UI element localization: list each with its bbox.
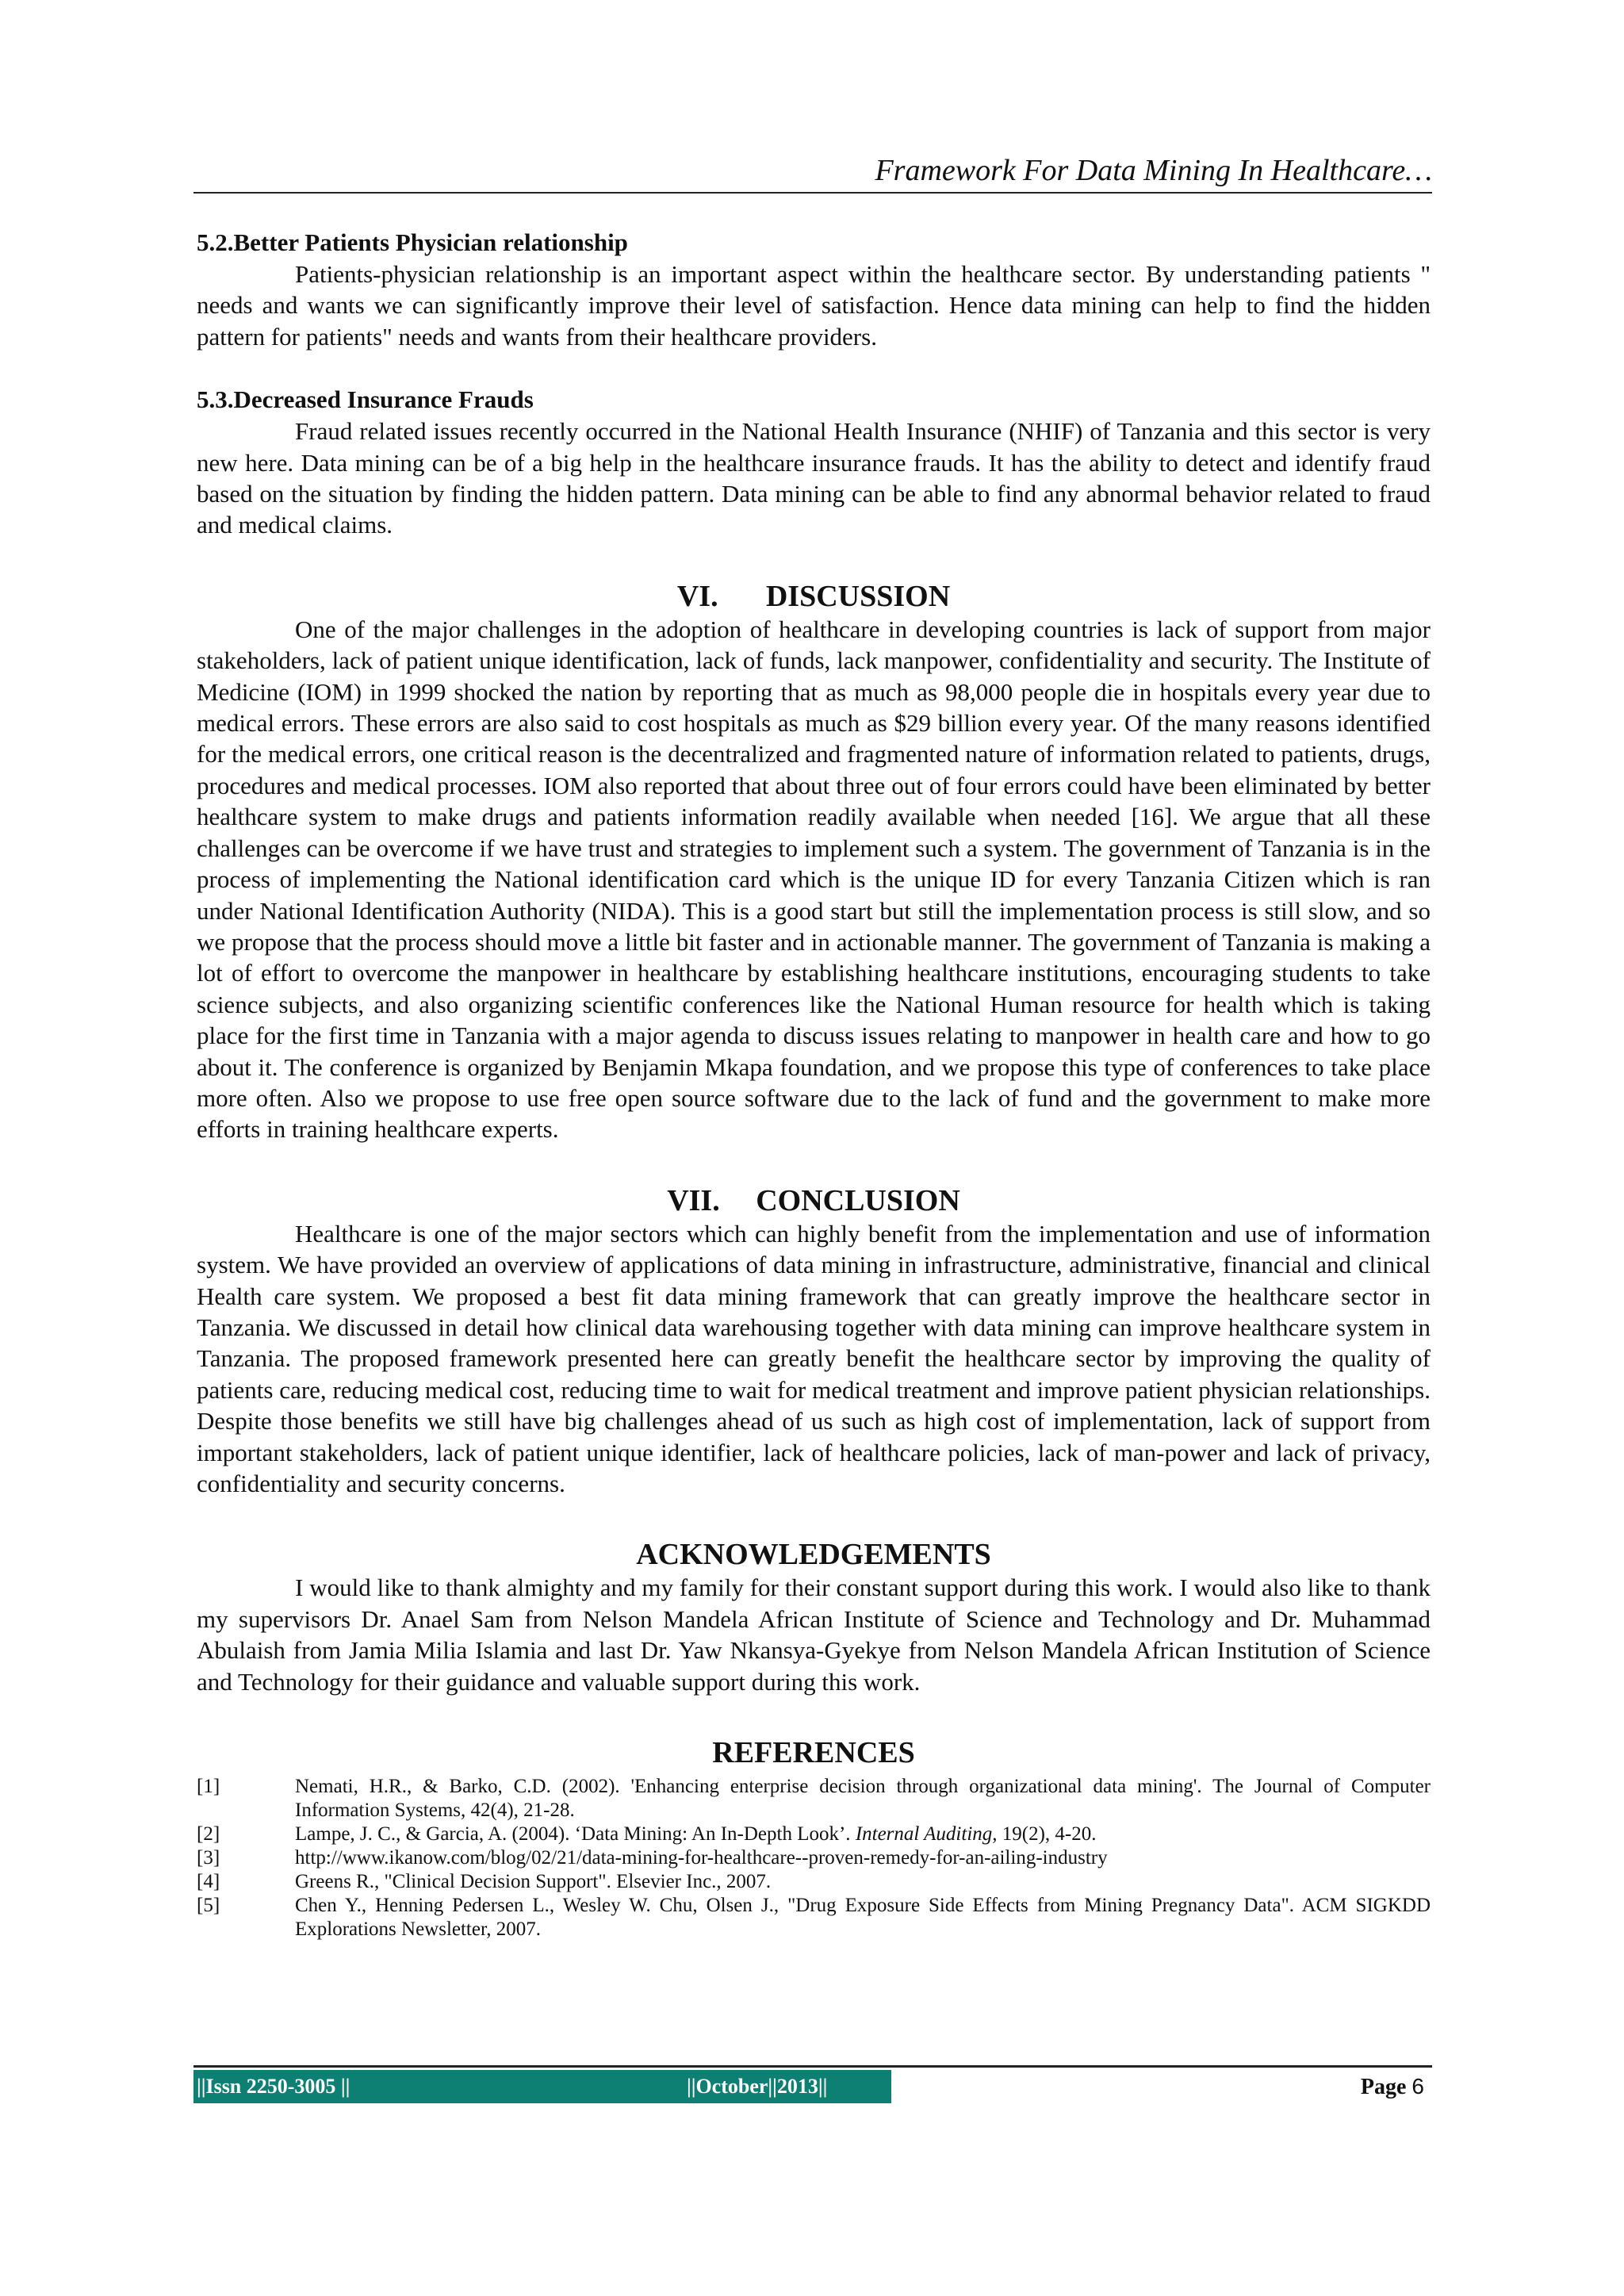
footer-rule bbox=[193, 2065, 1432, 2068]
section-acknowledgements bbox=[197, 1537, 1431, 1697]
reference-journal: Internal Auditing, bbox=[855, 1823, 998, 1846]
references-title: REFERENCES bbox=[712, 1736, 915, 1770]
reference-number: [3] bbox=[197, 1847, 220, 1869]
section-5-2-body: Patients-physician relationship is an important aspect within the healthcare sector. By understanding patients " needs and wants we can significantly improve their level of satisfaction. Hence data mining can help to find the hidden pattern for patients" needs and wants from their healthcare providers. bbox=[197, 260, 1431, 351]
reference-item bbox=[197, 1775, 1431, 1823]
footer-page bbox=[891, 2074, 1432, 2100]
reference-list bbox=[197, 1775, 1431, 1941]
discussion-body: One of the major challenges in the adoption of healthcare in developing countries is lack of support from major stakeholders, lack of patient unique identification, lack of funds, lack manpower, confidentiality and security. The Institute of Medicine (IOM) in 1999 shocked the nation by reporting that as much as 98,000 people die in hospitals every year due to medical errors. These errors are also said to cost hospitals as much as $29 billion every year. Of the many reasons identified for the medical errors, one critical reason is the decentralized and fragmented nature of information related to patients, drugs, procedures and medical processes. IOM also reported that about three out of four errors could have been eliminated by better healthcare system to make drugs and patients information readily available when needed [16]. We argue that all these challenges can be overcome if we have trust and strategies to implement such a system. The government of Tanzania is in the process of implementing the National identification card which is the unique ID for every Tanzania Citizen which is ran under National Identification Authority (NIDA). This is a good start but still the implementation process is still slow, and so we propose that the process should move a little bit faster and in actionable manner. The government of Tanzania is making a lot of effort to overcome the manpower in healthcare by establishing healthcare institutions, encouraging students to take science subjects, and also organizing scientific conferences like the National Human resource for health which is taking place for the first time in Tanzania with a major agenda to discuss issues relating to manpower in health care and how to go about it. The conference is organized by Benjamin Mkapa foundation, and we propose this type of conferences to take place more often. Also we propose to use free open source software due to the lack of fund and the government to make more efforts in training healthcare experts. bbox=[197, 615, 1431, 1144]
discussion-heading bbox=[197, 579, 1431, 614]
reference-pre: Lampe, J. C., & Garcia, A. (2004). ‘Data Mining: An In-Depth Look’. bbox=[295, 1823, 856, 1846]
section-conclusion bbox=[197, 1183, 1431, 1500]
running-title: Framework For Data Mining In Healthcare… bbox=[875, 154, 1432, 187]
reference-text: Greens R., "Clinical Decision Support". Elsevier Inc., 2007. bbox=[295, 1871, 772, 1893]
section-5-3-heading: 5.3.Decreased Insurance Frauds bbox=[197, 385, 534, 414]
footer-date: ||October||2013|| bbox=[687, 2075, 828, 2098]
section-discussion bbox=[197, 579, 1431, 1145]
reference-post: 19(2), 4-20. bbox=[997, 1823, 1097, 1846]
reference-item bbox=[197, 1846, 1431, 1870]
reference-text: Chen Y., Henning Pedersen L., Wesley W. Chu, Olsen J., "Drug Exposure Side Effects from Mining Pregnancy Data". ACM SIGKDD Explorations Newsletter, 2007. bbox=[295, 1895, 1431, 1941]
reference-number: [4] bbox=[197, 1871, 220, 1893]
discussion-title: DISCUSSION bbox=[765, 579, 951, 613]
reference-text: Nemati, H.R., & Barko, C.D. (2002). 'Enhancing enterprise decision through organizational data mining'. The Journal of Computer Information Systems, 42(4), 21-28. bbox=[295, 1776, 1431, 1822]
conclusion-number: VII. bbox=[667, 1183, 720, 1217]
footer-page-label: Page bbox=[1360, 2074, 1412, 2099]
reference-number: [2] bbox=[197, 1823, 220, 1846]
footer-issn: ||Issn 2250-3005 || bbox=[197, 2075, 350, 2098]
reference-number: [5] bbox=[197, 1895, 220, 1917]
reference-item bbox=[197, 1894, 1431, 1941]
footer-band bbox=[193, 2070, 891, 2103]
section-5-2 bbox=[197, 227, 1431, 352]
conclusion-heading bbox=[197, 1183, 1431, 1218]
footer-page-number: 6 bbox=[1411, 2073, 1424, 2099]
reference-item bbox=[197, 1823, 1431, 1846]
section-references bbox=[197, 1735, 1431, 1941]
conclusion-title: CONCLUSION bbox=[756, 1183, 960, 1217]
acknowledgements-title: ACKNOWLEDGEMENTS bbox=[636, 1538, 991, 1572]
page-footer bbox=[193, 2070, 1432, 2103]
acknowledgements-body: I would like to thank almighty and my family for their constant support during this work. I would also like to thank my supervisors Dr. Anael Sam from Nelson Mandela African Institute of Science and Technology and Dr. Muhammad Abulaish from Jamia Milia Islamia and last Dr. Yaw Nkansya-Gyekye from Nelson Mandela African Institution of Science and Technology for their guidance and valuable support during this work. bbox=[197, 1573, 1431, 1696]
reference-url[interactable]: http://www.ikanow.com/blog/02/21/data-mining-for-healthcare--proven-remedy-for-an-ailing-industry bbox=[295, 1847, 1108, 1869]
section-5-2-heading: 5.2.Better Patients Physician relationship bbox=[197, 228, 628, 256]
section-5-3-body: Fraud related issues recently occurred in the National Health Insurance (NHIF) of Tanzania and this sector is very new here. Data mining can be of a big help in the healthcare insurance frauds. It has the ability to detect and identify fraud based on the situation by finding the hidden pattern. Data mining can be able to find any abnormal behavior related to fraud and medical claims. bbox=[197, 417, 1431, 539]
reference-text bbox=[295, 1823, 1431, 1846]
section-5-3 bbox=[197, 384, 1431, 541]
discussion-number: VI. bbox=[676, 579, 718, 613]
reference-number: [1] bbox=[197, 1776, 220, 1798]
conclusion-body: Healthcare is one of the major sectors which can highly benefit from the implementation and use of information system. We have provided an overview of applications of data mining in infrastructure, administrative, financial and clinical Health care system. We proposed a best fit data mining framework that can greatly improve the healthcare sector in Tanzania. We discussed in detail how clinical data warehousing together with data mining can improve healthcare system in Tanzania. The proposed framework presented here can greatly benefit the healthcare sector by improving the quality of patients care, reducing medical cost, reducing time to wait for medical treatment and improve patient physician relationships. Despite those benefits we still have big challenges ahead of us such as high cost of implementation, lack of support from important stakeholders, lack of patient unique identifier, lack of healthcare policies, lack of man-power and lack of privacy, confidentiality and security concerns. bbox=[197, 1219, 1431, 1497]
header-rule bbox=[193, 192, 1432, 194]
page-content bbox=[197, 227, 1431, 1941]
reference-item bbox=[197, 1870, 1431, 1894]
